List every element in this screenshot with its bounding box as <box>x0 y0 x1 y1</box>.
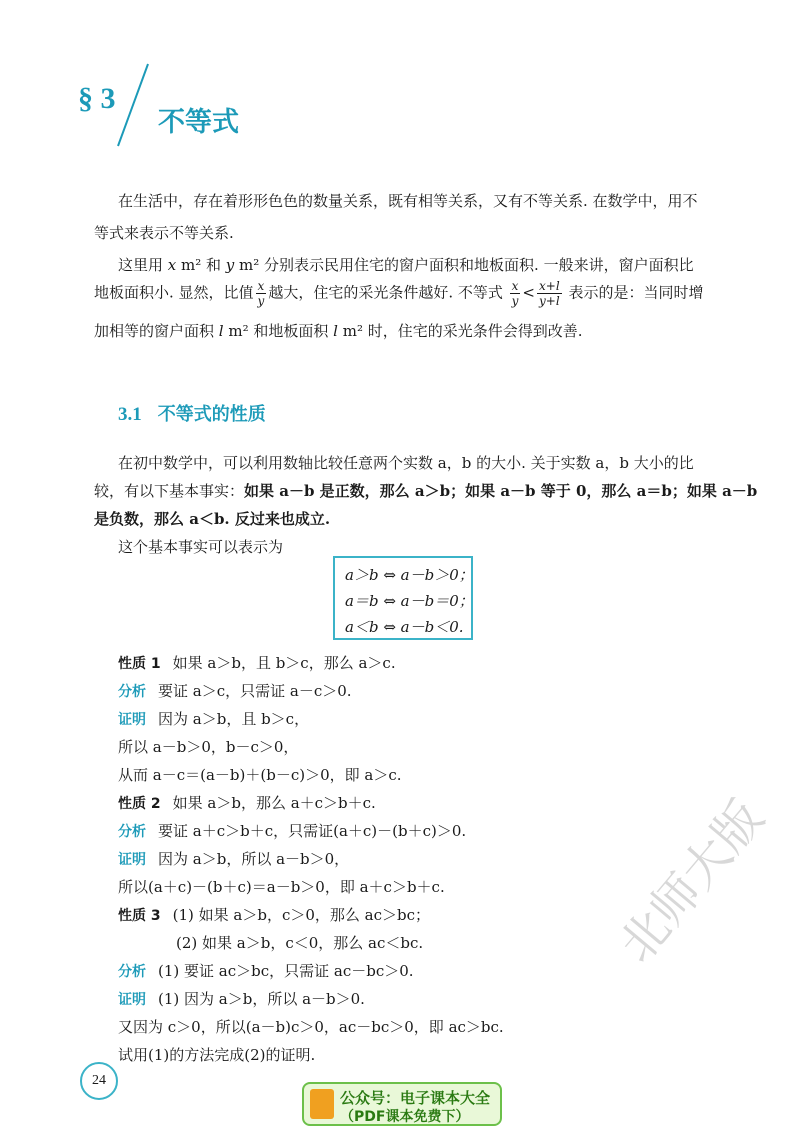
analysis-1 <box>118 680 352 701</box>
text: (1) 如果 a＞b，c＞0，那么 ac＞bc； <box>172 906 431 924</box>
text: 表示的是：当同时增 <box>563 283 704 302</box>
property-2 <box>118 792 376 813</box>
page-number: 24 <box>80 1062 118 1100</box>
numerator: x <box>511 279 519 293</box>
proof-label: 证明 <box>118 712 146 728</box>
text: 较，有以下基本事实： <box>94 482 245 500</box>
var-l: l <box>333 322 338 340</box>
publisher-watermark: 北师大版 <box>608 789 775 974</box>
proof-label: 证明 <box>118 852 146 868</box>
var-l: l <box>218 322 224 340</box>
property-1 <box>118 652 396 673</box>
subsection-title <box>118 400 266 426</box>
property-label: 性质 3 <box>118 908 161 924</box>
intro-line <box>118 254 694 275</box>
banner-line: 公众号：电子课本大全 <box>340 1089 491 1107</box>
numerator: x+l <box>539 279 560 293</box>
body-line: 从而 a－c＝(a－b)＋(b－c)＞0，即 a＞c. <box>118 766 402 784</box>
fraction-x-over-y <box>256 279 267 308</box>
proof-label: 证明 <box>118 992 146 1008</box>
less-than: < <box>522 283 535 302</box>
section-number: § 3 <box>78 82 116 115</box>
denominator: y <box>257 294 265 308</box>
basic-fact-box <box>333 556 473 640</box>
intro-line: 等式来表示不等关系. <box>94 224 234 242</box>
text: 这里用 <box>118 256 168 274</box>
text: 因为 a＞b，且 b＞c， <box>158 710 310 728</box>
numerator: x <box>257 279 265 293</box>
body-line: 又因为 c＞0，所以(a－b)c＞0，ac－bc＞0，即 ac＞bc. <box>118 1018 504 1036</box>
body-line <box>94 480 757 501</box>
box-line: a＞b ⇔ a－b＞0； <box>345 566 474 584</box>
subsection-name: 不等式的性质 <box>157 404 266 425</box>
heading-slash-icon <box>112 60 152 150</box>
text: (1) 因为 a＞b，所以 a－b＞0. <box>158 990 365 1008</box>
denominator: y <box>511 294 519 308</box>
analysis-label: 分析 <box>118 824 146 840</box>
proof-2 <box>118 848 349 869</box>
analysis-label: 分析 <box>118 684 146 700</box>
bold-text: 如果 a－b 是正数，那么 a＞b；如果 a－b 等于 0，那么 a＝b；如果 a－b <box>244 482 758 500</box>
property-label: 性质 2 <box>118 796 161 812</box>
text: 要证 a＋c＞b＋c，只需证(a＋c)－(b＋c)＞0. <box>158 822 467 840</box>
analysis-3 <box>118 960 414 981</box>
text: 加相等的窗户面积 <box>94 322 219 340</box>
analysis-2 <box>118 820 466 841</box>
text: m² 时，住宅的采光条件会得到改善. <box>337 322 583 340</box>
book-icon <box>310 1089 334 1119</box>
intro-line: 在生活中，存在着形形色色的数量关系，既有相等关系，又有不等关系. 在数学中，用不 <box>118 192 698 210</box>
text: 地板面积小. 显然，比值 <box>94 283 254 302</box>
var-y: y <box>225 256 235 274</box>
promo-banner <box>302 1082 502 1126</box>
property-3-part-2: (2) 如果 a＞b，c＜0，那么 ac＜bc. <box>176 934 424 952</box>
text: 如果 a＞b，且 b＞c，那么 a＞c. <box>172 654 396 672</box>
body-line: 所以(a＋c)－(b＋c)＝a－b＞0，即 a＋c＞b＋c. <box>118 878 445 896</box>
body-line: 在初中数学中，可以利用数轴比较任意两个实数 a，b 的大小. 关于实数 a，b 大小的比 <box>118 454 694 472</box>
body-line: 是负数，那么 a＜b. 反过来也成立. <box>94 510 331 528</box>
property-label: 性质 1 <box>118 656 161 672</box>
box-line: a＝b ⇔ a－b＝0； <box>345 592 474 610</box>
body-line: 所以 a－b＞0，b－c＞0， <box>118 738 299 756</box>
body-line: 这个基本事实可以表示为 <box>118 538 284 556</box>
banner-line: （PDF课本免费下） <box>340 1109 470 1125</box>
box-line: a＜b ⇔ a－b＜0. <box>345 618 464 636</box>
text: m² 和 <box>176 256 226 274</box>
text: 要证 a＞c，只需证 a－c＞0. <box>158 682 352 700</box>
text: (1) 要证 ac＞bc，只需证 ac－bc＞0. <box>158 962 414 980</box>
subsection-number: 3.1 <box>118 404 142 425</box>
text: 如果 a＞b，那么 a＋c＞b＋c. <box>172 794 376 812</box>
fraction-x-over-y <box>510 279 521 308</box>
proof-1 <box>118 708 309 729</box>
text: m² 和地板面积 <box>223 322 334 340</box>
property-3 <box>118 904 430 925</box>
analysis-label: 分析 <box>118 964 146 980</box>
intro-line <box>94 279 703 308</box>
intro-line <box>94 320 583 341</box>
proof-3 <box>118 988 365 1009</box>
fraction-xl-over-yl <box>537 279 562 308</box>
body-line: 试用(1)的方法完成(2)的证明. <box>118 1046 316 1064</box>
text: 因为 a＞b，所以 a－b＞0， <box>158 850 350 868</box>
denominator: y+l <box>539 294 560 308</box>
var-x: x <box>167 256 177 274</box>
section-title: 不等式 <box>158 107 239 138</box>
text: m² 分别表示民用住宅的窗户面积和地板面积. 一般来讲，窗户面积比 <box>234 256 694 274</box>
text: 越大，住宅的采光条件越好. 不等式 <box>268 283 508 302</box>
